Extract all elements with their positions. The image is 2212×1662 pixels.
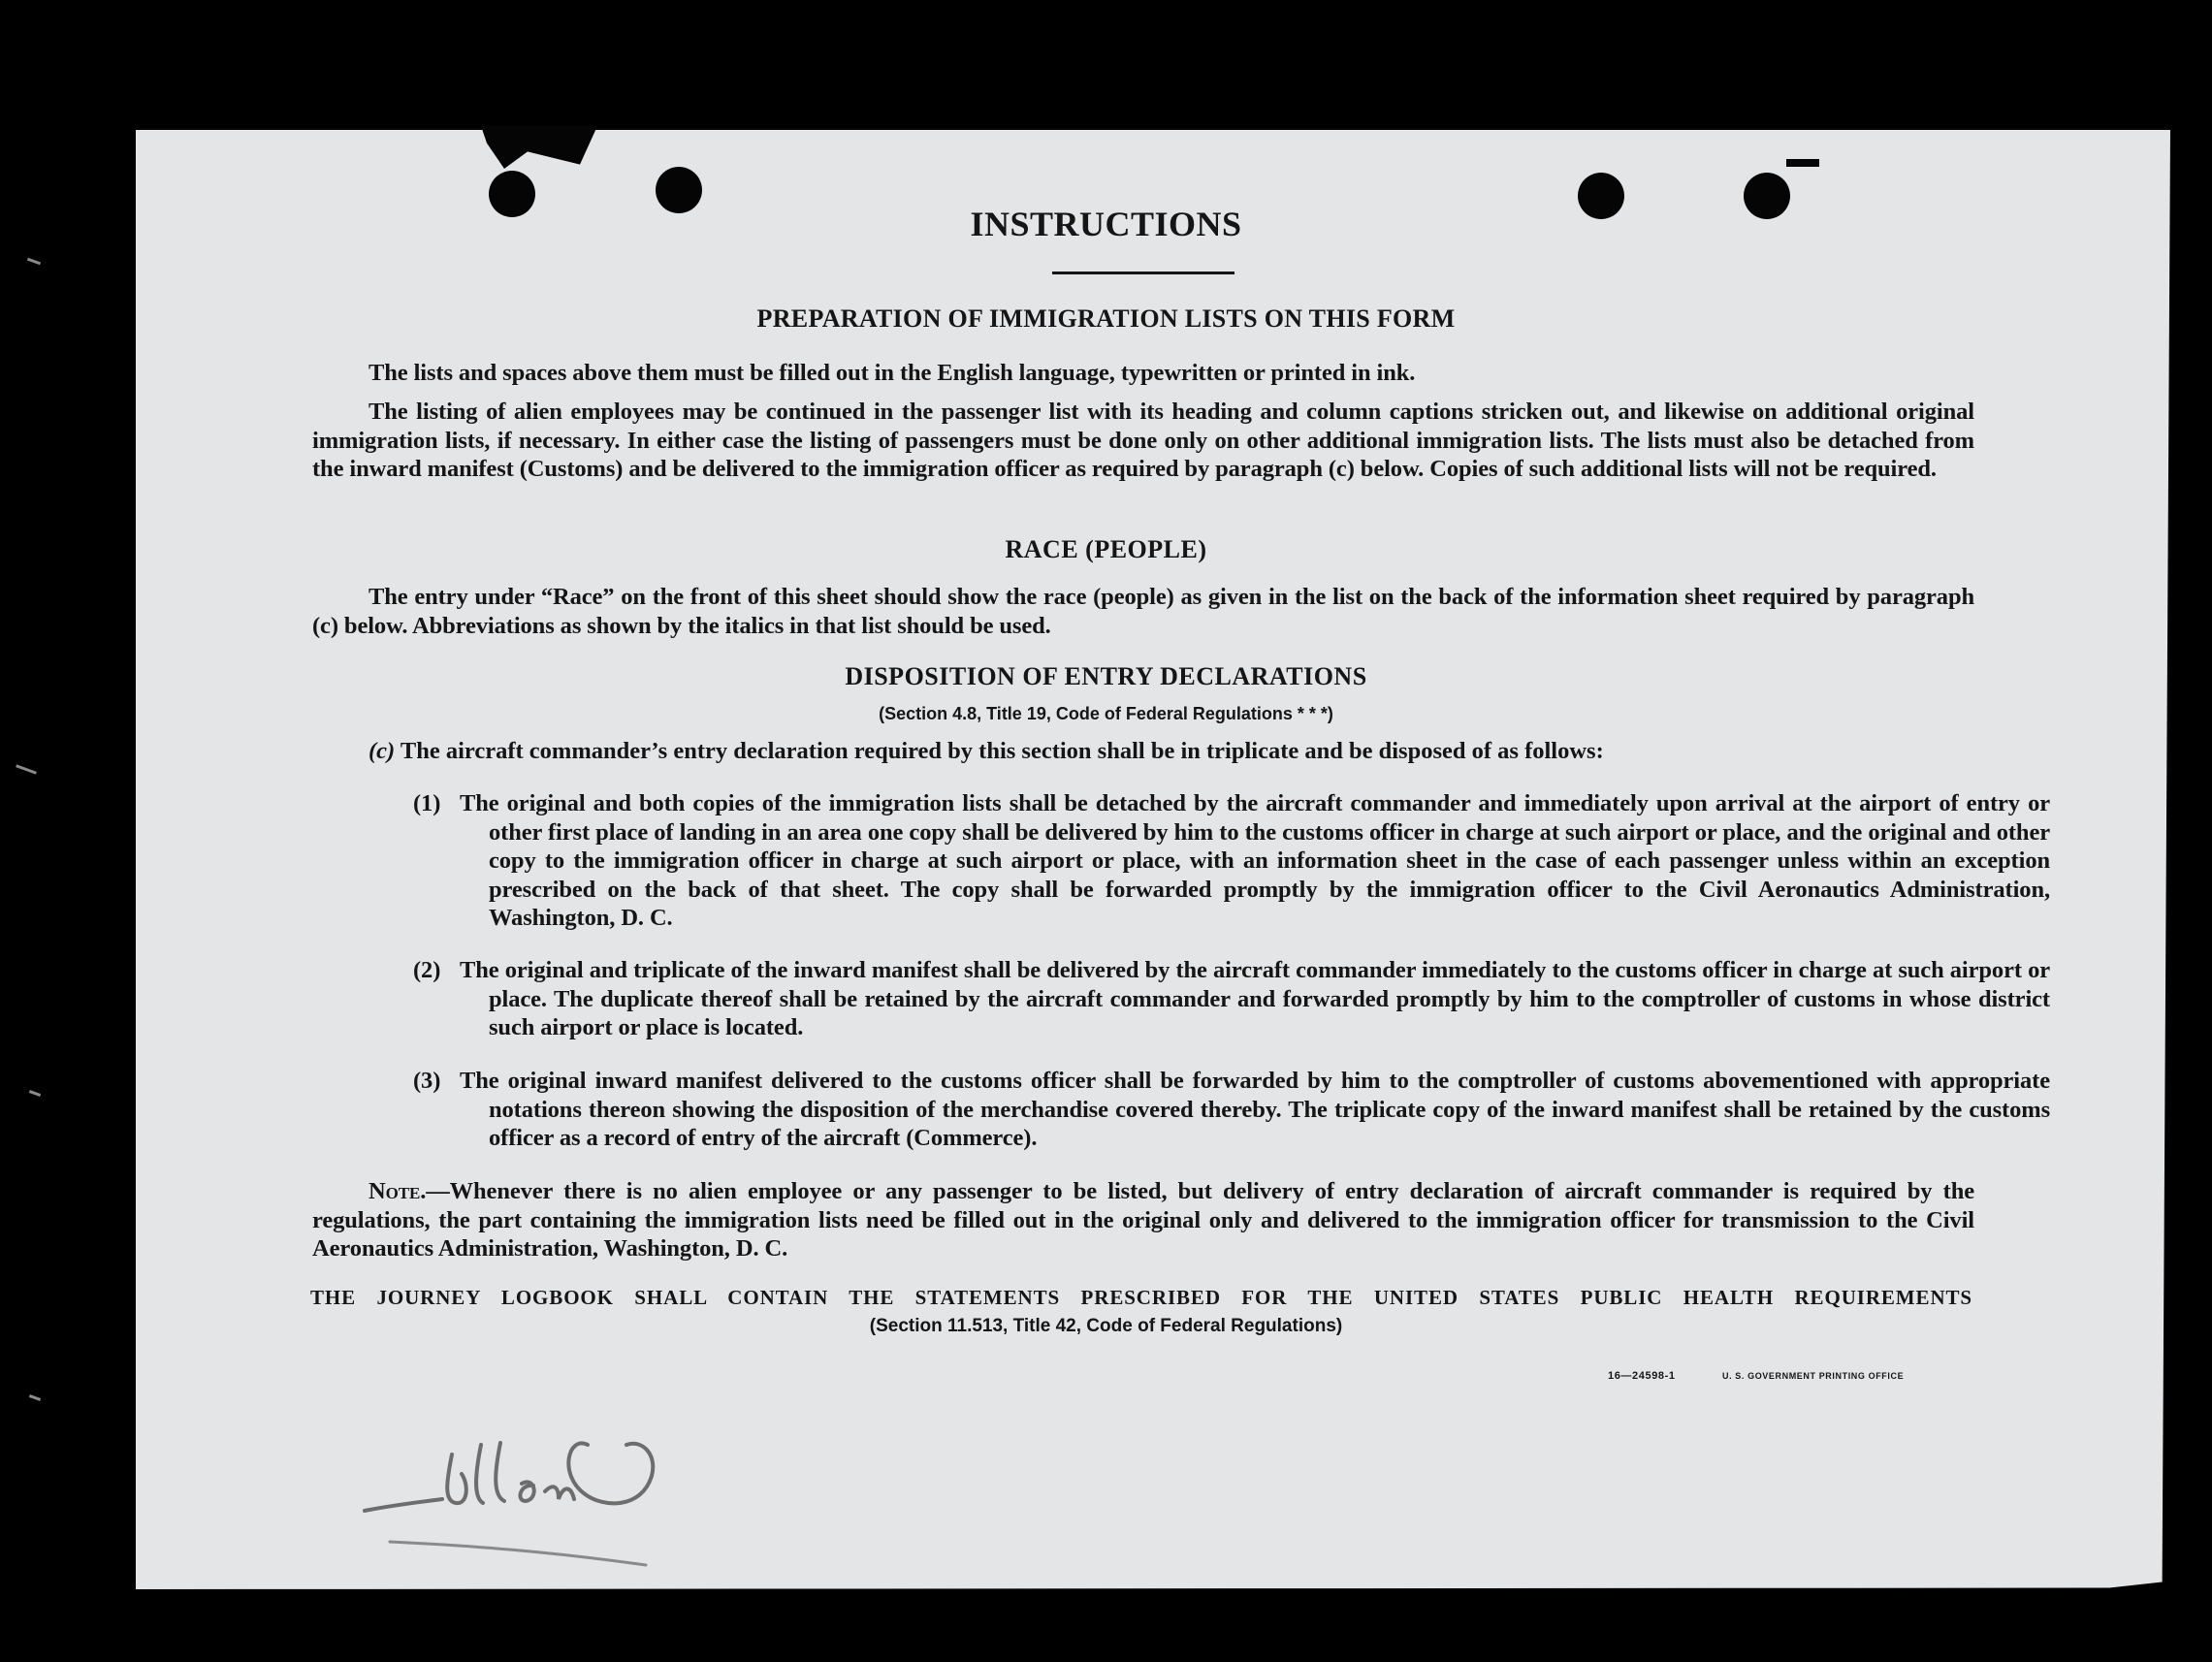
note-text: —Whenever there is no alien employee or any passenger to be listed, but delivery of entry declaration of aircraft commander is required by the regulations, the part containing the immigration lists need be filled out in the original only and delivered to the immigration officer for transmission to the Civil Aeronautics Administration, Washington, D. C. [312, 1178, 1974, 1262]
note-label: Note. [369, 1178, 427, 1204]
paragraph-c-intro [369, 737, 1978, 766]
section-heading-disposition: DISPOSITION OF ENTRY DECLARATIONS [845, 662, 1367, 690]
section-heading-race: RACE (PEOPLE) [1005, 535, 1207, 563]
section-heading-preparation: PREPARATION OF IMMIGRATION LISTS ON THIS FORM [756, 304, 1456, 333]
list-item [413, 1067, 2050, 1153]
torn-paper-mark-right [1786, 159, 1819, 167]
form-number: 16—24598-1 [1608, 1370, 1676, 1382]
list-item-text: The original inward manifest delivered to the customs officer shall be forwarded by him to the comptroller of customs abovementioned with appropriate notations thereon showing the disposition of the merchandise covered thereby. The triplicate copy of the inward manifest shall be retained by the customs officer as a record of entry of the aircraft (Commerce). [460, 1068, 2050, 1151]
paragraph-c-text: The aircraft commander’s entry declaration required by this section shall be in triplicate and be disposed of as follows: [400, 738, 1604, 764]
paragraph-language: The lists and spaces above them must be filled out in the English language, typewritten or printed in ink. [369, 360, 1416, 386]
list-item-number: (1) [413, 790, 441, 816]
document-title: INSTRUCTIONS [970, 205, 1242, 243]
list-item-text: The original and triplicate of the inward manifest shall be delivered by the aircraft commander immediately to the customs officer in charge at such airport or place. The duplicate thereof shall be retained by the aircraft commander and forwarded promptly by him to the comptroller of customs in whose district such airport or place is located. [460, 957, 2050, 1040]
footer-health-requirements: THE JOURNEY LOGBOOK SHALL CONTAIN THE STATEMENTS PRESCRIBED FOR THE UNITED STATES PUBLIC HEALTH REQUIREMENTS [310, 1286, 1972, 1309]
title-underline [1052, 272, 1234, 274]
paragraph-race: The entry under “Race” on the front of this sheet should show the race (people) as given in the list on the back of the information sheet required by paragraph (c) below. Abbreviations as shown by the italics in that list should be used. [312, 584, 1974, 639]
edge-speck [27, 258, 41, 266]
footer-citation: (Section 11.513, Title 42, Code of Federal Regulations) [869, 1316, 1343, 1336]
handwritten-signature [355, 1416, 714, 1571]
edge-speck [16, 764, 37, 774]
list-item [413, 956, 2050, 1042]
list-item [413, 789, 2050, 933]
section-citation: (Section 4.8, Title 19, Code of Federal Regulations * * *) [879, 704, 1333, 723]
list-item-number: (2) [413, 957, 441, 983]
list-item-number: (3) [413, 1068, 441, 1094]
paragraph-alien-employees: The listing of alien employees may be continued in the passenger list with its heading and column captions stricken out, and likewise on additional original immigration lists, if necessary. In either case the listing of passengers must be done only on other additional immigration lists. The lists must also be detached from the inward manifest (Customs) and be delivered to the immigration officer as required by paragraph (c) below. Copies of such additional lists will not be required. [312, 399, 1974, 482]
list-item-text: The original and both copies of the immigration lists shall be detached by the aircraft commander and immediately upon arrival at the airport of entry or other first place of landing in an area one copy shall be delivered by him to the customs officer in charge at such airport or place, and the original and other copy to the immigration officer in charge at such airport or place, with an information sheet in the case of each passenger unless within an exception prescribed on the back of that sheet. The copy shall be forwarded promptly by the immigration officer to the Civil Aeronautics Administration, Washington, D. C. [460, 790, 2050, 931]
edge-speck [29, 1394, 41, 1401]
printing-office: U. S. GOVERNMENT PRINTING OFFICE [1722, 1371, 1905, 1381]
edge-speck [29, 1090, 41, 1097]
note-paragraph [312, 1177, 1974, 1263]
paragraph-c-label: (c) [369, 738, 396, 764]
